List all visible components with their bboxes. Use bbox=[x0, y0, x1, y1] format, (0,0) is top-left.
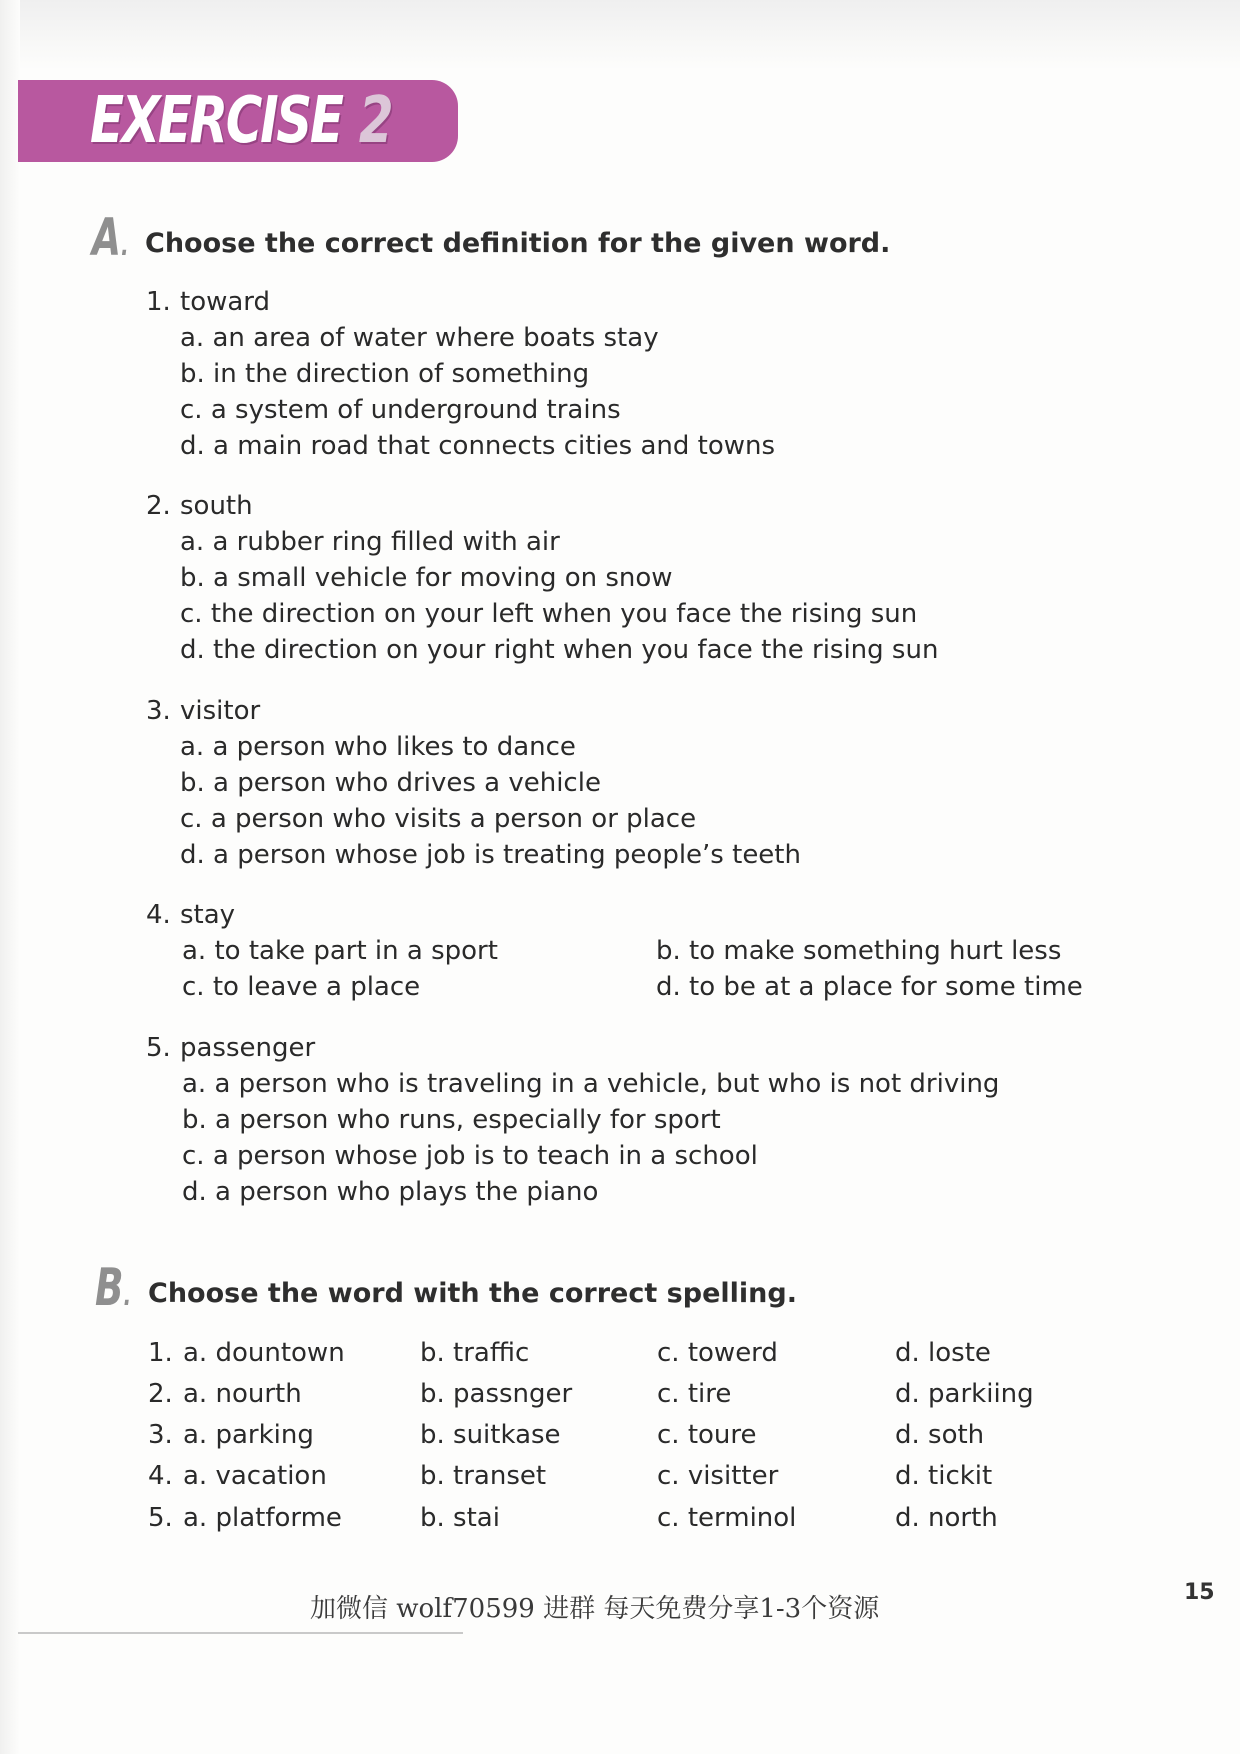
exercise-number: 2 bbox=[358, 84, 392, 158]
q3-option-c[interactable]: c. a person who visits a person or place bbox=[180, 804, 697, 834]
question-2 bbox=[146, 488, 253, 524]
spelling-5-option-c[interactable]: c. terminol bbox=[657, 1503, 797, 1533]
spelling-1-option-c[interactable]: c. towerd bbox=[657, 1338, 778, 1368]
spelling-3-option-a[interactable]: a. parking bbox=[183, 1420, 314, 1450]
q2-option-b[interactable]: b. a small vehicle for moving on snow bbox=[180, 563, 673, 593]
spelling-5-option-d[interactable]: d. north bbox=[895, 1503, 998, 1533]
section-b-instruction: Choose the word with the correct spelling. bbox=[148, 1278, 797, 1309]
spelling-5-option-a[interactable]: a. platforme bbox=[183, 1503, 342, 1533]
spelling-1-option-a[interactable]: a. dountown bbox=[183, 1338, 345, 1368]
exercise-banner bbox=[18, 80, 458, 162]
q5-option-c[interactable]: c. a person whose job is to teach in a school bbox=[182, 1141, 758, 1171]
q3-option-d[interactable]: d. a person whose job is treating people’s teeth bbox=[180, 840, 801, 870]
q4-option-d[interactable]: d. to be at a place for some time bbox=[656, 972, 1083, 1002]
spelling-row-number: 4. bbox=[148, 1461, 173, 1491]
spelling-row-number: 1. bbox=[148, 1338, 173, 1368]
spelling-2-option-c[interactable]: c. tire bbox=[657, 1379, 732, 1409]
section-letter-dot: . bbox=[120, 229, 129, 262]
scan-shadow-top bbox=[0, 0, 1240, 70]
q4-option-b[interactable]: b. to make something hurt less bbox=[656, 936, 1062, 966]
spelling-2-option-a[interactable]: a. nourth bbox=[183, 1379, 302, 1409]
spelling-row-number: 3. bbox=[148, 1420, 173, 1450]
question-4 bbox=[146, 897, 235, 933]
question-5 bbox=[146, 1030, 315, 1066]
q1-option-b[interactable]: b. in the direction of something bbox=[180, 359, 590, 389]
spelling-5-option-b[interactable]: b. stai bbox=[420, 1503, 500, 1533]
spelling-4-option-c[interactable]: c. visitter bbox=[657, 1461, 779, 1491]
question-word: stay bbox=[180, 900, 236, 930]
spelling-4-option-b[interactable]: b. transet bbox=[420, 1461, 547, 1491]
question-word: visitor bbox=[180, 696, 261, 726]
spelling-4-option-d[interactable]: d. tickit bbox=[895, 1461, 993, 1491]
spelling-1-option-d[interactable]: d. loste bbox=[895, 1338, 991, 1368]
spelling-2-option-b[interactable]: b. passnger bbox=[420, 1379, 573, 1409]
q3-option-b[interactable]: b. a person who drives a vehicle bbox=[180, 768, 601, 798]
spelling-row-number: 2. bbox=[148, 1379, 173, 1409]
exercise-title bbox=[90, 84, 391, 158]
question-number: 2. bbox=[146, 491, 171, 521]
q2-option-d[interactable]: d. the direction on your right when you face the rising sun bbox=[180, 635, 939, 665]
spelling-4-option-a[interactable]: a. vacation bbox=[183, 1461, 327, 1491]
exercise-title-word: EXERCISE bbox=[90, 84, 342, 158]
footer-divider bbox=[18, 1632, 463, 1634]
question-word: toward bbox=[180, 287, 271, 317]
section-a-instruction: Choose the correct definition for the given word. bbox=[145, 228, 891, 259]
question-word: passenger bbox=[180, 1033, 316, 1063]
q1-option-a[interactable]: a. an area of water where boats stay bbox=[180, 323, 659, 353]
section-a-letter bbox=[92, 208, 129, 272]
spelling-3-option-d[interactable]: d. soth bbox=[895, 1420, 985, 1450]
question-1 bbox=[146, 284, 270, 320]
question-number: 3. bbox=[146, 696, 171, 726]
q1-option-c[interactable]: c. a system of underground trains bbox=[180, 395, 621, 425]
watermark-text: 加微信 wolf70599 进群 每天免费分享1-3个资源 bbox=[310, 1594, 880, 1624]
q5-option-d[interactable]: d. a person who plays the piano bbox=[182, 1177, 599, 1207]
question-3 bbox=[146, 693, 260, 729]
q2-option-c[interactable]: c. the direction on your left when you face the rising sun bbox=[180, 599, 918, 629]
section-letter-dot: . bbox=[123, 1279, 132, 1312]
spelling-3-option-c[interactable]: c. toure bbox=[657, 1420, 757, 1450]
page-number: 15 bbox=[1184, 1580, 1215, 1605]
section-b-letter-text: B bbox=[95, 1258, 124, 1318]
spelling-2-option-d[interactable]: d. parkiing bbox=[895, 1379, 1034, 1409]
q5-option-a[interactable]: a. a person who is traveling in a vehicle, but who is not driving bbox=[182, 1069, 1000, 1099]
q5-option-b[interactable]: b. a person who runs, especially for sport bbox=[182, 1105, 721, 1135]
section-b-letter bbox=[95, 1258, 132, 1322]
q4-option-c[interactable]: c. to leave a place bbox=[182, 972, 421, 1002]
q1-option-d[interactable]: d. a main road that connects cities and towns bbox=[180, 431, 776, 461]
q2-option-a[interactable]: a. a rubber ring filled with air bbox=[180, 527, 560, 557]
question-number: 1. bbox=[146, 287, 171, 317]
spelling-3-option-b[interactable]: b. suitkase bbox=[420, 1420, 561, 1450]
q3-option-a[interactable]: a. a person who likes to dance bbox=[180, 732, 576, 762]
q4-option-a[interactable]: a. to take part in a sport bbox=[182, 936, 498, 966]
spelling-row-number: 5. bbox=[148, 1503, 173, 1533]
question-number: 4. bbox=[146, 900, 171, 930]
spelling-1-option-b[interactable]: b. traffic bbox=[420, 1338, 530, 1368]
section-a-letter-text: A bbox=[92, 208, 121, 268]
scan-shadow-left bbox=[0, 0, 20, 1754]
question-number: 5. bbox=[146, 1033, 171, 1063]
question-word: south bbox=[180, 491, 253, 521]
